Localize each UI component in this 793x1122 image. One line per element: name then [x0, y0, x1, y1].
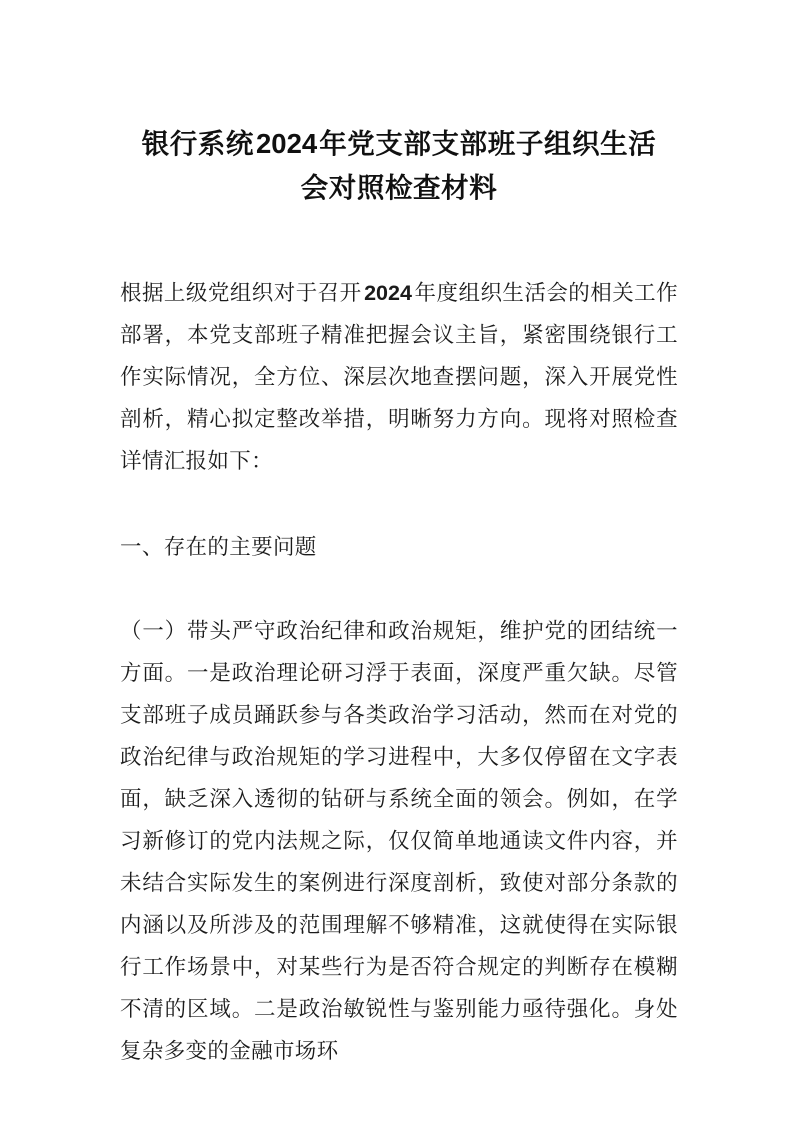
- title-line1-after-year: 年党支部支部班子组织生活: [319, 128, 657, 160]
- spacer-before-section-heading: [120, 483, 678, 527]
- title-year: 2024: [256, 128, 318, 159]
- page-title: [120, 0, 678, 210]
- title-line2: 会对照检查材料: [300, 172, 498, 204]
- intro-after-year: 年度组织生活会的相关工作部署，本党支部班子精准把握会议主旨，紧密围绕银行工作实际情况，全方位、深层次地查摆问题，深入开展党性剖析，精心拟定整改举措，明晰努力方向。现将对照检查详情汇报如下：: [120, 281, 678, 474]
- intro-before-year: 根据上级党组织对于召开: [120, 281, 362, 306]
- intro-paragraph: [120, 272, 678, 483]
- title-line1-before-year: 银行系统: [141, 128, 254, 160]
- intro-year: 2024: [364, 281, 412, 305]
- section-heading-problems: 一、存在的主要问题: [120, 535, 317, 560]
- subsection-paragraph-political-discipline: （一）带头严守政治纪律和政治规矩，维护党的团结统一方面。一是政治理论研习浮于表面，深度严重欠缺。尽管支部班子成员踊跃参与各类政治学习活动，然而在对党的政治纪律与政治规矩的学习进程中，大多仅停留在文字表面，缺乏深入透彻的钻研与系统全面的领会。例如，在学习新修订的党内法规之际，仅仅简单地通读文件内容，并未结合实际发生的案例进行深度剖析，致使对部分条款的内涵以及所涉及的范围理解不够精准，这就使得在实际银行工作场景中，对某些行为是否符合规定的判断存在模糊不清的区域。二是政治敏锐性与鉴别能力亟待强化。身处复杂多变的金融市场环: [120, 619, 678, 1064]
- document-text-column: [120, 0, 678, 1073]
- spacer-after-title: [120, 210, 678, 272]
- spacer-after-section-heading: [120, 569, 678, 611]
